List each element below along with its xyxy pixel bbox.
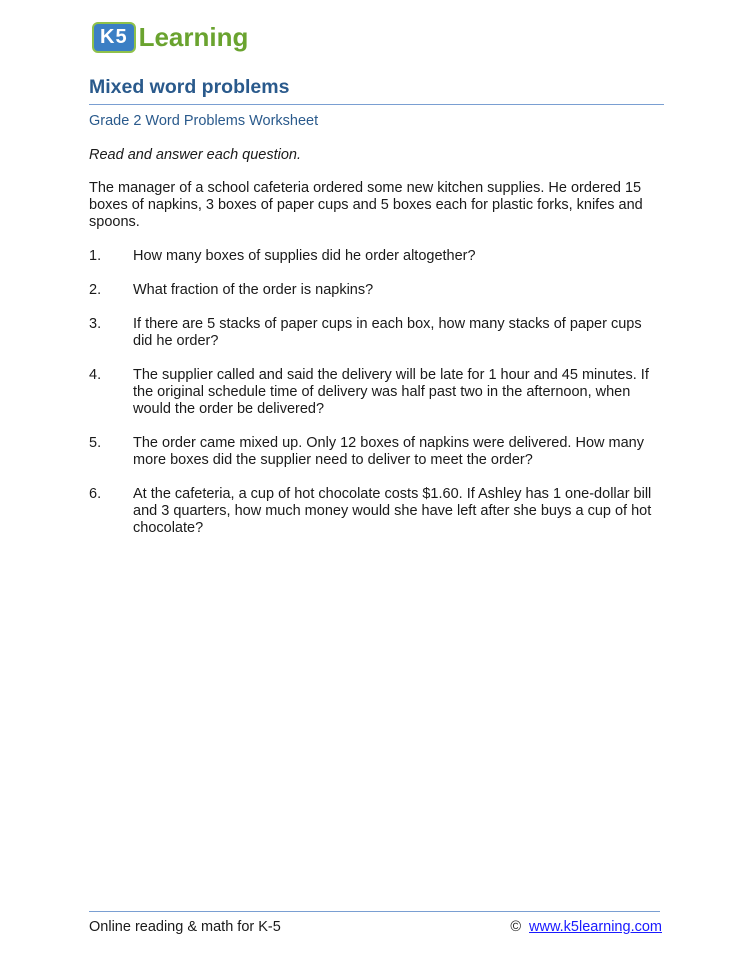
k5-learning-logo	[92, 18, 248, 56]
question-item	[89, 282, 664, 299]
footer-tagline: Online reading & math for K-5	[89, 919, 281, 935]
page-title: Mixed word problems	[89, 76, 290, 98]
question-number: 2.	[89, 282, 102, 298]
footer-divider	[89, 911, 660, 912]
question-number: 6.	[89, 486, 102, 502]
question-number: 4.	[89, 367, 102, 383]
question-number: 3.	[89, 316, 102, 332]
question-text: The order came mixed up. Only 12 boxes of napkins were delivered. How many more boxes did the supplier need to deliver to meet the order?	[133, 435, 644, 468]
question-number: 5.	[89, 435, 102, 451]
instruction: Read and answer each question.	[89, 147, 302, 163]
intro-paragraph: The manager of a school cafeteria ordered some new kitchen supplies. He ordered 15 boxes of napkins, 3 boxes of paper cups and 5 boxes each for plastic forks, knifes and spoons.	[89, 180, 643, 230]
logo-badge: K5	[92, 22, 136, 53]
question-text: The supplier called and said the delivery will be late for 1 hour and 45 minutes. If the original schedule time of delivery was half past two in the afternoon, when would the order be delivered?	[133, 367, 649, 417]
question-text: How many boxes of supplies did he order altogether?	[133, 248, 476, 264]
question-item	[89, 435, 664, 469]
question-list	[89, 248, 664, 554]
website-link[interactable]: www.k5learning.com	[529, 919, 662, 935]
footer-right	[510, 919, 662, 935]
question-item	[89, 316, 664, 350]
question-item	[89, 248, 664, 265]
copyright-symbol: ©	[510, 919, 522, 935]
question-item	[89, 486, 664, 537]
worksheet-subtitle: Grade 2 Word Problems Worksheet	[89, 113, 319, 129]
logo-word: Learning	[138, 21, 249, 52]
question-item	[89, 367, 664, 418]
title-divider	[89, 104, 664, 105]
question-text: At the cafeteria, a cup of hot chocolate costs $1.60. If Ashley has 1 one-dollar bill and 3 quarters, how much money would she have left after she buys a cup of hot chocolate?	[133, 486, 652, 536]
question-number: 1.	[89, 248, 102, 264]
question-text: What fraction of the order is napkins?	[133, 282, 374, 298]
question-text: If there are 5 stacks of paper cups in each box, how many stacks of paper cups did he order?	[133, 316, 642, 349]
